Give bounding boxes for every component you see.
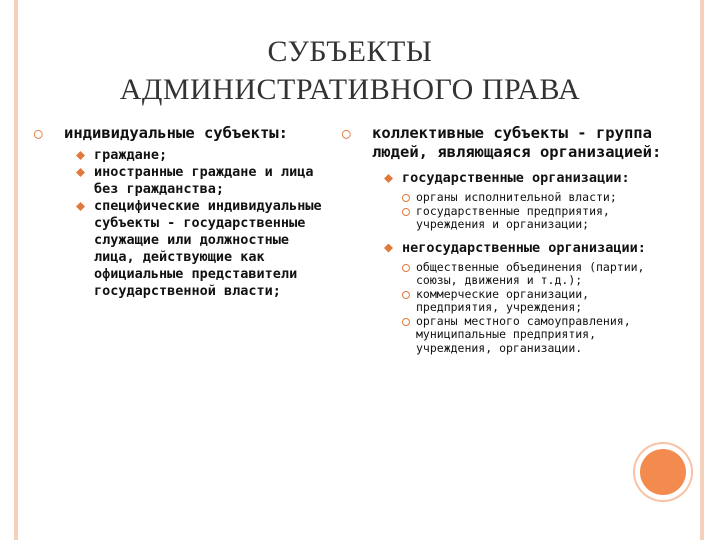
left-item xyxy=(28,198,328,300)
right-group-label-text: негосударственные организации: xyxy=(402,239,646,256)
diamond-bullet-icon xyxy=(384,174,393,183)
right-heading xyxy=(336,124,666,162)
left-item-text: специфические индивидуальные субъекты - государственные служащие или должностные лица, действующие как официальные представители государственной власти; xyxy=(94,198,322,299)
right-heading-text: коллективные субъекты - группа людей, являющаяся организацией: xyxy=(372,124,662,161)
right-subitem-text: органы местного самоуправления, муниципальные предприятия, учреждения, организации. xyxy=(416,313,631,355)
diamond-bullet-icon xyxy=(76,202,85,211)
right-subitem xyxy=(336,315,666,356)
right-subitem-text: государственные предприятия, учреждения и организации; xyxy=(416,203,610,231)
right-subitem xyxy=(336,261,666,288)
left-item-text: иностранные граждане и лица без гражданства; xyxy=(94,164,314,197)
small-ring-bullet-icon xyxy=(402,318,410,326)
slide-title-line2: АДМИНИСТРАТИВНОГО ПРАВА xyxy=(119,73,581,106)
diamond-bullet-icon xyxy=(76,151,85,160)
left-heading-text: индивидуальные субъекты: xyxy=(64,124,288,142)
right-subitem-text: органы исполнительной власти; xyxy=(416,190,617,204)
left-item xyxy=(28,164,328,198)
right-decorative-border xyxy=(700,0,704,540)
left-item-text: граждане; xyxy=(94,147,168,163)
left-item xyxy=(28,147,328,164)
right-group-label-text: государственные организации: xyxy=(402,170,630,186)
small-ring-bullet-icon xyxy=(402,208,410,216)
right-subitem xyxy=(336,288,666,315)
small-ring-bullet-icon xyxy=(402,194,410,202)
left-heading xyxy=(28,124,328,143)
orange-circle-decoration xyxy=(640,449,686,495)
diamond-bullet-icon xyxy=(384,244,393,253)
left-decorative-border xyxy=(14,0,18,540)
slide-title-line1: СУБЪЕКТЫ xyxy=(267,35,433,68)
small-ring-bullet-icon xyxy=(402,291,410,299)
right-subitem-text: общественные объединения (партии, союзы, движения и т.д.); xyxy=(416,259,645,287)
slide-title xyxy=(20,33,680,109)
ring-bullet-icon: ◯ xyxy=(342,126,351,142)
right-column xyxy=(336,124,666,355)
right-subitem-text: коммерческие организации, предприятия, учреждения; xyxy=(416,286,590,314)
ring-bullet-icon: ◯ xyxy=(34,126,43,142)
right-subitem xyxy=(336,191,666,205)
right-group-label xyxy=(336,240,666,257)
small-ring-bullet-icon xyxy=(402,264,410,272)
right-group-label xyxy=(336,170,666,187)
left-column xyxy=(28,124,328,300)
diamond-bullet-icon xyxy=(76,168,85,177)
right-subitem xyxy=(336,205,666,232)
